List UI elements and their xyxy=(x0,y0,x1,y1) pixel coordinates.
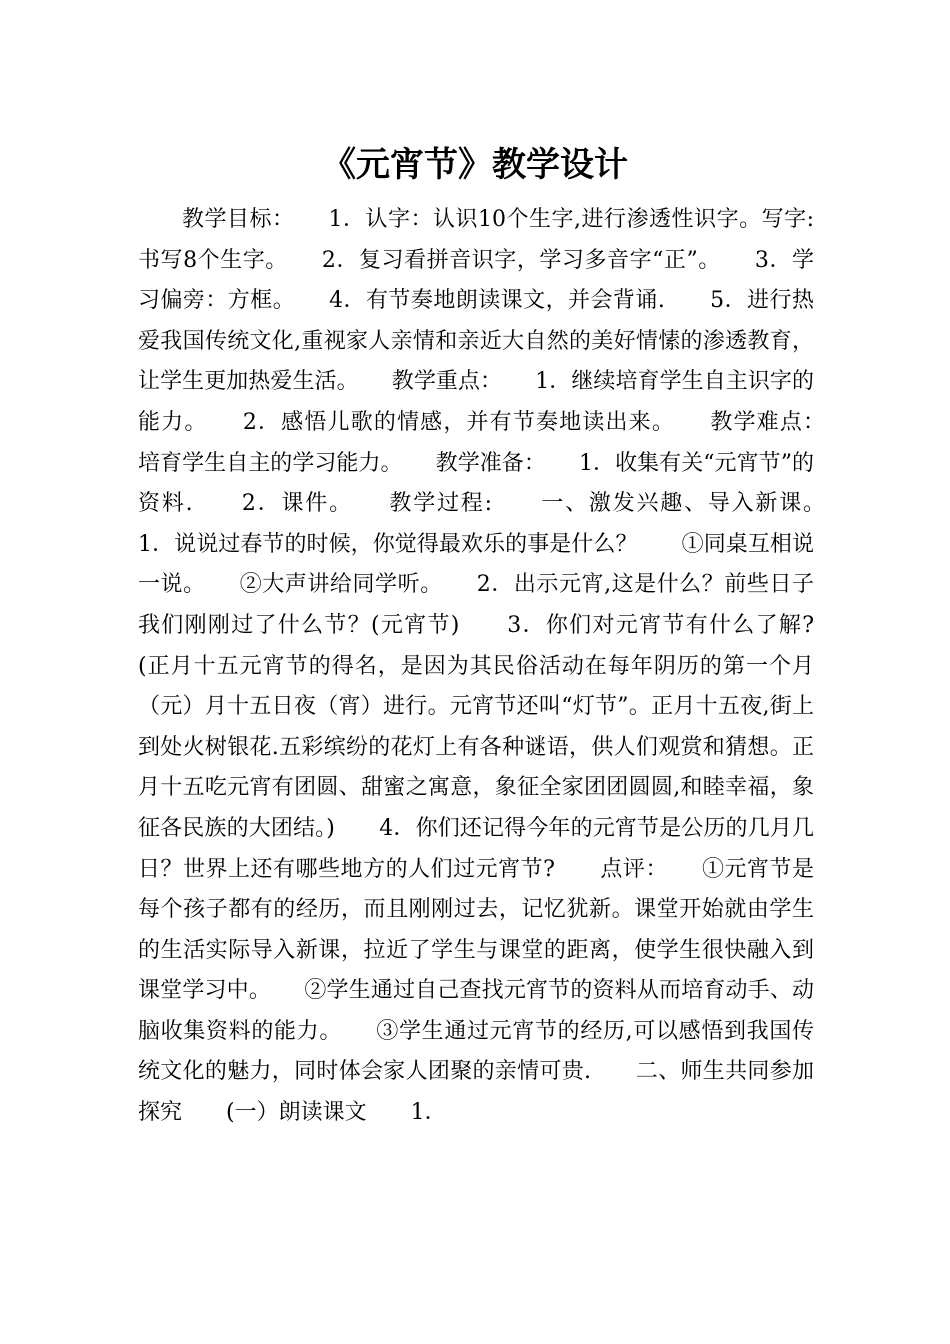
document-body: 教学目标： 1．认字：认识10个生字,进行渗透性识字。写字:书写8个生字。 2．复习看拼音识字，学习多音字“正”。 3．学习偏旁：方框。 4．有节奏地朗读课文，并会背诵. 5．进行热爱我国传统文化,重视家人亲情和亲近大自然的美好情愫的渗透教育，让学生更加热爱生活。 教学重点： 1．继续培育学生自主识字的能力。 2．感悟儿歌的情感，并有节奏地读出来。 教学难点： 培育学生自主的学习能力。 教学准备： 1．收集有关“元宵节”的资料. 2．课件。 教学过程: 一、激发兴趣、导入新课。 1．说说过春节的时候，你觉得最欢乐的事是什么？ ①同桌互相说一说。 ②大声讲给同学听。 2．出示元宵,这是什么？前些日子我们刚刚过了什么节？(元宵节) 3．你们对元宵节有什么了解? (正月十五元宵节的得名，是因为其民俗活动在每年阴历的第一个月（元）月十五日夜（宵）进行。元宵节还叫“灯节”。正月十五夜,街上到处火树银花.五彩缤纷的花灯上有各种谜语，供人们观赏和猜想。正月十五吃元宵有团圆、甜蜜之寓意，象征全家团团圆圆,和睦幸福，象征各民族的大团结。) 4．你们还记得今年的元宵节是公历的几月几日？世界上还有哪些地方的人们过元宵节? 点评： ①元宵节是每个孩子都有的经历，而且刚刚过去，记忆犹新。课堂开始就由学生的生活实际导入新课，拉近了学生与课堂的距离，使学生很快融入到课堂学习中。 ②学生通过自己查找元宵节的资料从而培育动手、动脑收集资料的能力。 ③学生通过元宵节的经历,可以感悟到我国传统文化的魅力，同时体会家人团聚的亲情可贵. 二、师生共同参加探究 (一）朗读课文 1． xyxy=(138,207,859,1126)
document-title: 《元宵节》教学设计 xyxy=(322,145,628,185)
